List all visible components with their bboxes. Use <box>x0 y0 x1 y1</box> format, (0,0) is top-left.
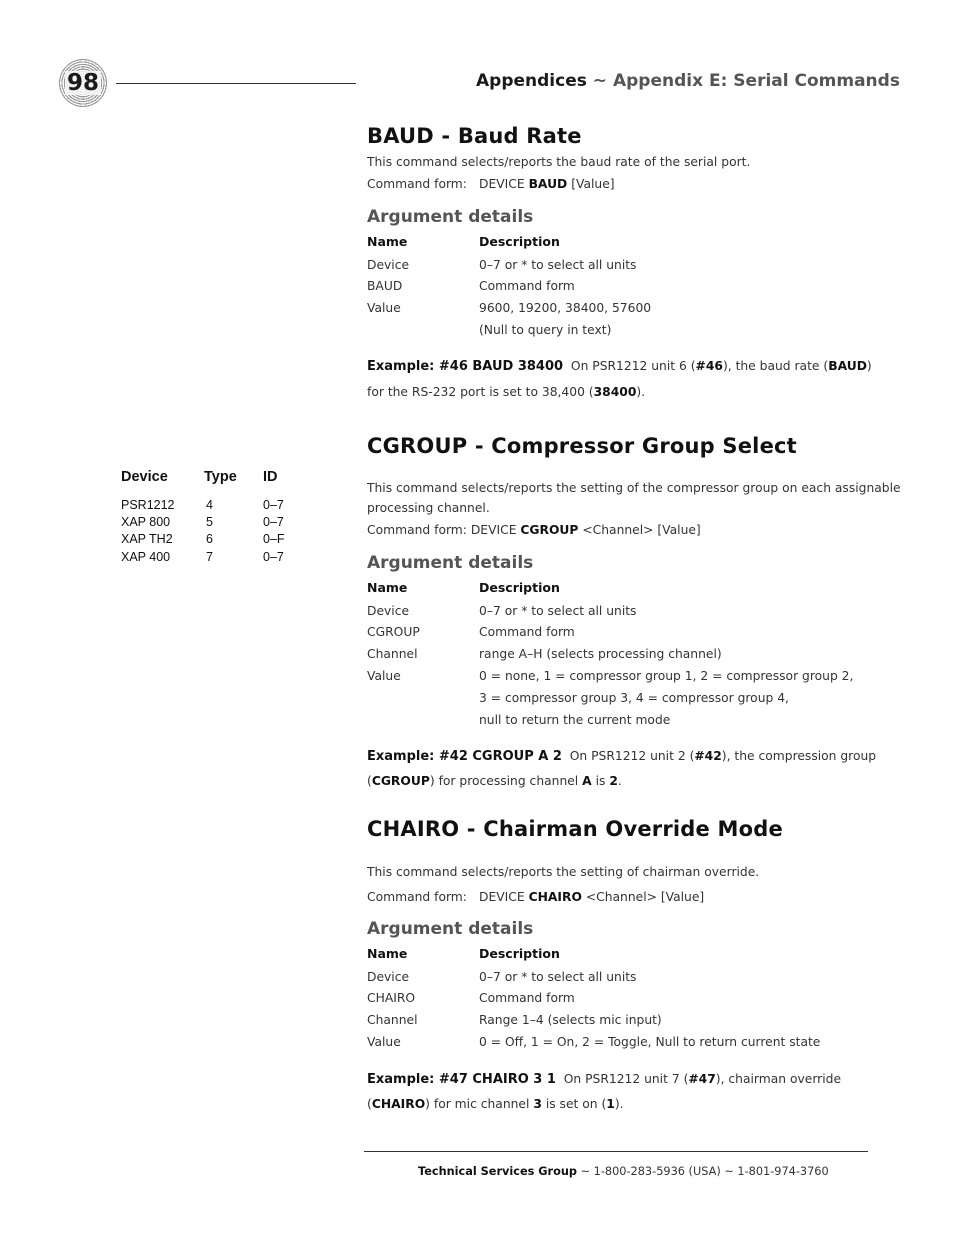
chairo-example-bold: 1 <box>606 1097 615 1111</box>
baud-argument-details-title: Argument details <box>367 207 534 227</box>
chairo-col-description: Description <box>479 946 560 961</box>
cgroup-arg-desc: null to return the current mode <box>479 713 671 727</box>
baud-arg-name: Value <box>367 301 401 315</box>
cgroup-arg-name: Value <box>367 669 401 683</box>
chairo-arg-desc: Range 1–4 (selects mic input) <box>479 1013 662 1027</box>
chairo-example-bold: #47 <box>688 1072 716 1086</box>
header-section: Appendices <box>476 71 587 91</box>
cgroup-example-bold: #42 <box>694 749 722 763</box>
table-cell-device: PSR1212 <box>121 498 175 512</box>
cgroup-example-bold: A <box>582 774 592 788</box>
cgroup-example-cont <box>367 773 622 789</box>
chairo-example-text: ( <box>367 1097 372 1111</box>
header-rule <box>116 83 356 84</box>
cgroup-arg-desc: range A–H (selects processing channel) <box>479 647 722 661</box>
cgroup-example-text: ), the compression group <box>721 749 877 763</box>
chairo-intro: This command selects/reports the setting of chairman override. <box>367 865 760 879</box>
baud-form-device: DEVICE <box>479 177 525 191</box>
baud-form-command: BAUD <box>528 177 568 191</box>
chairo-example-bold: 3 <box>533 1097 542 1111</box>
chairo-example-label: Example: #47 CHAIRO 3 1 <box>367 1072 556 1087</box>
cgroup-example-bold: 2 <box>609 774 618 788</box>
baud-arg-name: BAUD <box>367 279 403 293</box>
table-cell-device: XAP 400 <box>121 550 171 564</box>
chairo-example-text: ), chairman override <box>715 1072 842 1086</box>
chairo-example-cont <box>367 1096 624 1112</box>
footer-separator: ~ <box>724 1165 734 1178</box>
cgroup-col-name: Name <box>367 580 408 595</box>
chairo-arg-name: Value <box>367 1035 401 1049</box>
table-cell-device: XAP 800 <box>121 515 171 529</box>
table-cell-type: 7 <box>206 550 213 564</box>
cgroup-example-bold: CGROUP <box>371 774 430 788</box>
chairo-arg-desc: 0–7 or * to select all units <box>479 970 637 984</box>
page-number-badge <box>58 58 108 108</box>
chairo-arg-desc: Command form <box>479 991 575 1005</box>
baud-example-bold: BAUD <box>828 359 867 373</box>
chairo-command-form <box>479 889 704 905</box>
table-cell-id: 0–F <box>263 532 285 546</box>
baud-col-name: Name <box>367 234 408 249</box>
chairo-arg-desc: 0 = Off, 1 = On, 2 = Toggle, Null to return current state <box>479 1035 821 1049</box>
baud-example-text: for the RS-232 port is set to 38,400 ( <box>367 385 594 399</box>
section-title-chairo: CHAIRO - Chairman Override Mode <box>367 817 783 841</box>
cgroup-example <box>367 748 876 765</box>
table-header-id: ID <box>263 469 278 485</box>
chairo-example-text: ). <box>614 1097 624 1111</box>
cgroup-arg-name: CGROUP <box>367 625 420 639</box>
footer-phone-usa: 1-800-283-5936 (USA) <box>593 1165 721 1178</box>
page-header-title <box>476 71 900 91</box>
cgroup-intro-line1: This command selects/reports the setting of the compressor group on each assignable <box>367 481 901 495</box>
baud-command-form <box>479 176 615 192</box>
table-cell-id: 0–7 <box>263 550 284 564</box>
baud-col-description: Description <box>479 234 560 249</box>
cgroup-example-text: ) for processing channel <box>429 774 579 788</box>
baud-example <box>367 358 872 375</box>
cgroup-command-form <box>367 522 701 538</box>
baud-example-label: Example: #46 BAUD 38400 <box>367 359 564 374</box>
section-title-cgroup: CGROUP - Compressor Group Select <box>367 434 797 458</box>
table-header-type: Type <box>204 469 237 485</box>
baud-example-bold: #46 <box>695 359 723 373</box>
chairo-col-name: Name <box>367 946 408 961</box>
cgroup-intro-line2: processing channel. <box>367 501 490 515</box>
baud-command-form-label: Command form: <box>367 177 467 191</box>
footer-contact <box>418 1165 829 1178</box>
table-cell-id: 0–7 <box>263 498 284 512</box>
cgroup-example-text: ( <box>367 774 372 788</box>
footer-separator: ~ <box>580 1165 591 1178</box>
table-cell-type: 5 <box>206 515 213 529</box>
baud-example-text: On PSR1212 unit 6 ( <box>570 359 696 373</box>
baud-example-cont <box>367 384 645 400</box>
table-cell-device: XAP TH2 <box>121 532 173 546</box>
chairo-example-text: is set on ( <box>545 1097 607 1111</box>
cgroup-example-text: . <box>617 774 622 788</box>
chairo-example-text: On PSR1212 unit 7 ( <box>563 1072 689 1086</box>
cgroup-form-args: <Channel> [Value] <box>582 523 701 537</box>
header-subsection: Appendix E: Serial Commands <box>612 71 900 91</box>
baud-example-text: ), the baud rate ( <box>722 359 829 373</box>
baud-arg-desc: 9600, 19200, 38400, 57600 <box>479 301 652 315</box>
cgroup-argument-details-title: Argument details <box>367 553 534 573</box>
section-title-baud: BAUD - Baud Rate <box>367 124 582 148</box>
baud-intro: This command selects/reports the baud rate of the serial port. <box>367 155 751 169</box>
baud-example-text: ) <box>866 359 872 373</box>
baud-arg-desc: Command form <box>479 279 575 293</box>
baud-arg-desc: 0–7 or * to select all units <box>479 258 637 272</box>
baud-example-text: ). <box>636 385 646 399</box>
cgroup-form-command: CGROUP <box>520 523 579 537</box>
baud-arg-desc: (Null to query in text) <box>479 323 612 337</box>
cgroup-arg-name: Channel <box>367 647 418 661</box>
chairo-form-device: DEVICE <box>479 890 525 904</box>
chairo-arg-name: CHAIRO <box>367 991 416 1005</box>
chairo-example-bold: CHAIRO <box>371 1097 426 1111</box>
baud-arg-name: Device <box>367 258 410 272</box>
cgroup-arg-desc: 0 = none, 1 = compressor group 1, 2 = compressor group 2, <box>479 669 854 683</box>
cgroup-example-text: is <box>595 774 606 788</box>
chairo-arg-name: Channel <box>367 1013 418 1027</box>
cgroup-form-label: Command form: DEVICE <box>367 523 517 537</box>
table-header-device: Device <box>121 469 168 485</box>
chairo-form-args: <Channel> [Value] <box>585 890 705 904</box>
cgroup-example-label: Example: #42 CGROUP A 2 <box>367 749 562 764</box>
chairo-form-command: CHAIRO <box>528 890 582 904</box>
table-cell-type: 6 <box>206 532 213 546</box>
cgroup-arg-desc: 3 = compressor group 3, 4 = compressor group 4, <box>479 691 789 705</box>
chairo-example <box>367 1071 841 1088</box>
baud-form-args: [Value] <box>571 177 615 191</box>
footer-org: Technical Services Group <box>418 1165 577 1178</box>
footer-rule <box>364 1151 868 1152</box>
table-cell-id: 0–7 <box>263 515 284 529</box>
cgroup-arg-name: Device <box>367 604 410 618</box>
cgroup-arg-desc: 0–7 or * to select all units <box>479 604 637 618</box>
chairo-argument-details-title: Argument details <box>367 919 534 939</box>
page-number: 98 <box>66 70 99 96</box>
chairo-command-form-label: Command form: <box>367 890 467 904</box>
footer-phone-intl: 1-801-974-3760 <box>737 1165 829 1178</box>
baud-example-bold: 38400 <box>593 385 637 399</box>
table-cell-type: 4 <box>206 498 213 512</box>
chairo-example-text: ) for mic channel <box>425 1097 530 1111</box>
chairo-arg-name: Device <box>367 970 410 984</box>
header-separator: ~ <box>592 71 608 91</box>
cgroup-col-description: Description <box>479 580 560 595</box>
cgroup-example-text: On PSR1212 unit 2 ( <box>569 749 695 763</box>
cgroup-arg-desc: Command form <box>479 625 575 639</box>
